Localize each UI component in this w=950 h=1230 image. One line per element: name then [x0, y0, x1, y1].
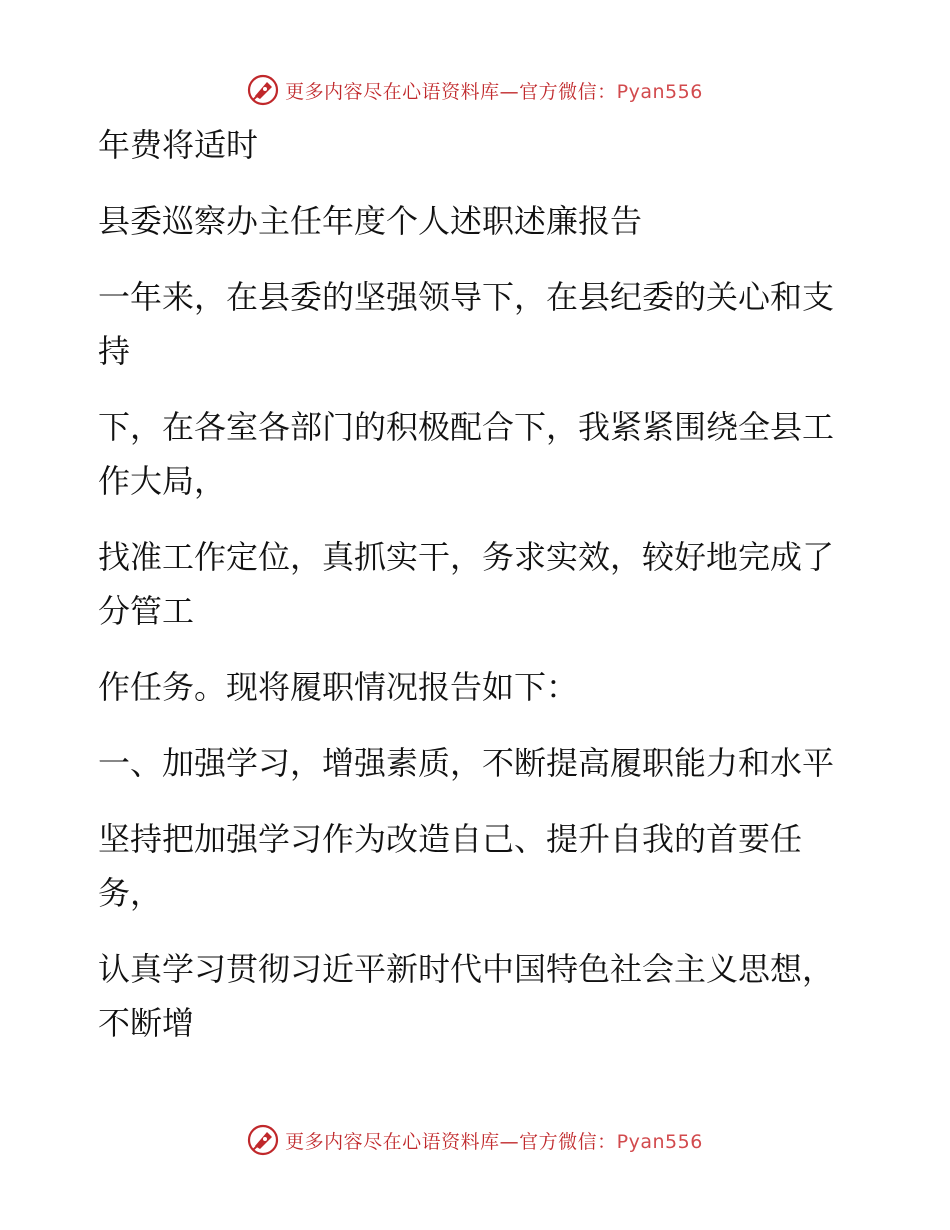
header-banner [0, 70, 950, 110]
pen-nib-logo-icon [247, 1124, 279, 1156]
paragraph: 作任务。现将履职情况报告如下： [98, 668, 579, 706]
paragraph: 找准工作定位，真抓实干，务求实效，较好地完成了分管工 [98, 538, 835, 630]
paragraph: 下，在各室各部门的积极配合下，我紧紧围绕全县工作大局， [98, 408, 835, 500]
document-title: 县委巡察办主任年度个人述职述廉报告 [98, 202, 643, 240]
header-banner-content [247, 74, 703, 106]
document-body [98, 118, 838, 1072]
footer-banner-content [247, 1124, 703, 1156]
footer-banner-text: 更多内容尽在心语资料库—官方微信：Pyan556 [285, 1130, 703, 1153]
paragraph: 一年来，在县委的坚强领导下，在县纪委的关心和支持 [98, 278, 835, 370]
section-heading: 一、加强学习，增强素质，不断提高履职能力和水平 [98, 744, 835, 782]
paragraph: 年费将适时 [98, 126, 259, 164]
header-banner-text: 更多内容尽在心语资料库—官方微信：Pyan556 [285, 80, 703, 103]
paragraph: 认真学习贯彻习近平新时代中国特色社会主义思想，不断增 [98, 950, 835, 1042]
footer-banner [0, 1120, 950, 1160]
paragraph: 坚持把加强学习作为改造自己、提升自我的首要任务， [98, 820, 803, 912]
pen-nib-logo-icon [247, 74, 279, 106]
